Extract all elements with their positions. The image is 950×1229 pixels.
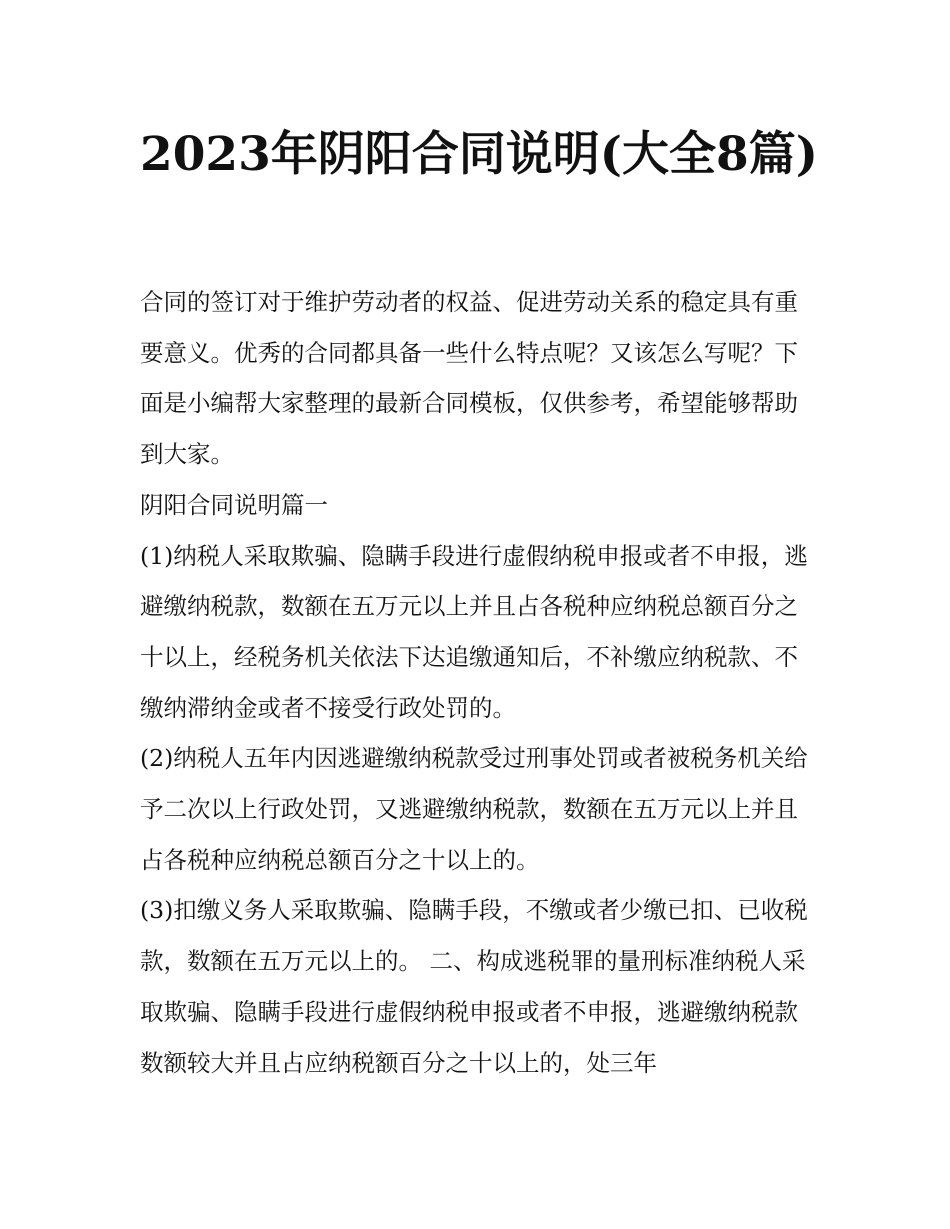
section-heading: 阴阳合同说明篇一 xyxy=(140,490,328,519)
clause-1-paragraph: (1)纳税人采取欺骗、隐瞒手段进行虚假纳税申报或者不申报，逃避缴纳税款，数额在五万元以上并且占各税种应纳税总额百分之十以上，经税务机关依法下达追缴通知后，不补缴应纳税款、不缴纳滞纳金或者不接受行政处罚的。 xyxy=(140,541,808,722)
document-body xyxy=(140,277,815,1088)
clause-2-paragraph: (2)纳税人五年内因逃避缴纳税款受过刑事处罚或者被税务机关给予二次以上行政处罚，又逃避缴纳税款，数额在五万元以上并且占各税种应纳税总额百分之十以上的。 xyxy=(140,744,808,874)
intro-paragraph: 合同的签订对于维护劳动者的权益、促进劳动关系的稳定具有重要意义。优秀的合同都具备一些什么特点呢？又该怎么写呢？下面是小编帮大家整理的最新合同模板，仅供参考，希望能够帮助到大家。 xyxy=(140,288,798,469)
document-title: 2023年阴阳合同说明(大全8篇) xyxy=(140,127,818,182)
clause-3-paragraph: (3)扣缴义务人采取欺骗、隐瞒手段，不缴或者少缴已扣、已收税款，数额在五万元以上的。 二、构成逃税罪的量刑标准纳税人采取欺骗、隐瞒手段进行虚假纳税申报或者不申报，逃避缴纳税款数额较大并且占应纳税额百分之十以上的，处三年 xyxy=(140,896,808,1077)
